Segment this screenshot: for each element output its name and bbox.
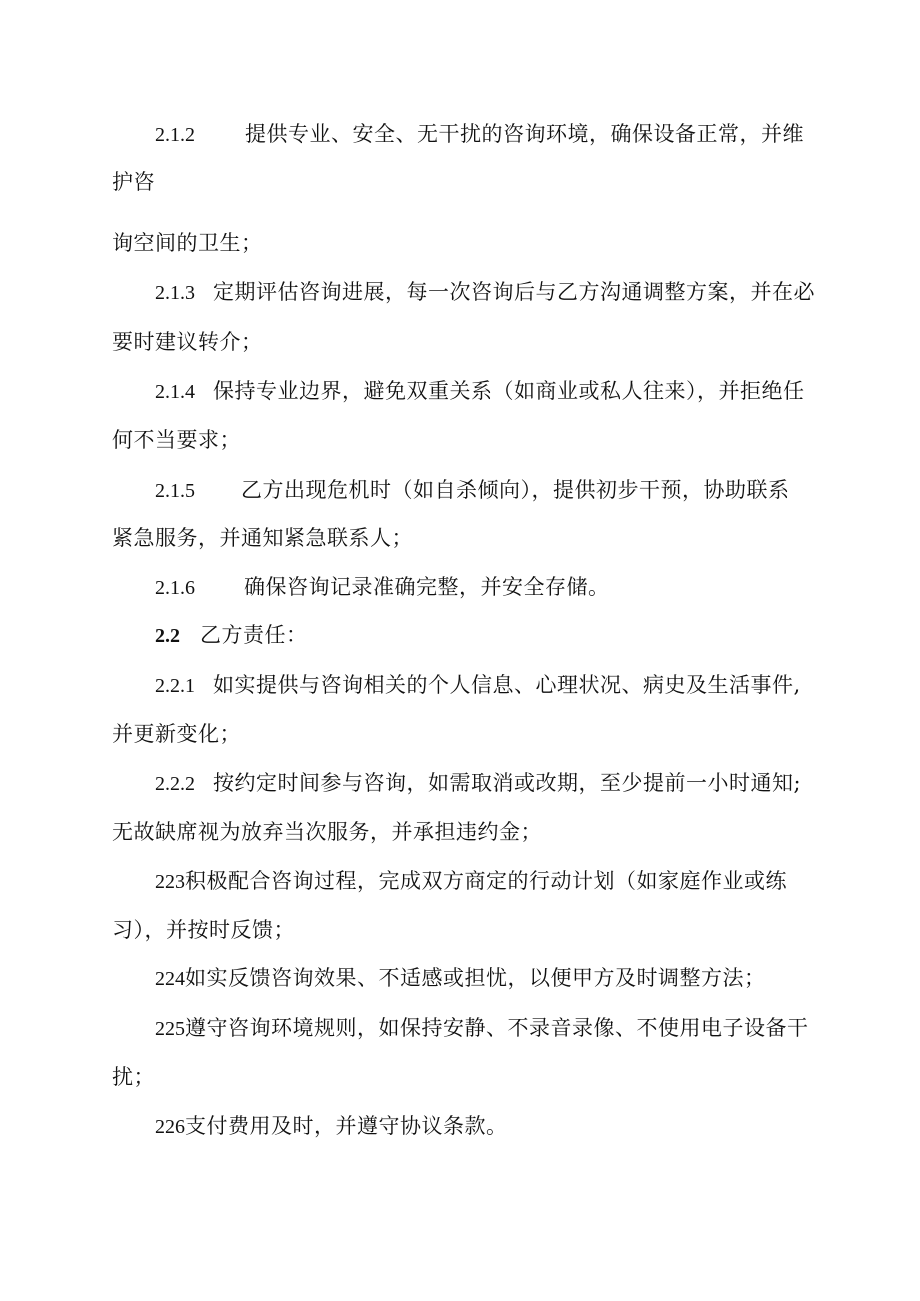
clause-continuation (112, 328, 263, 356)
clause-number: 2.1.2 (155, 124, 195, 146)
clause-text: 扰； (112, 1065, 155, 1089)
clause-text: 习），并按时反馈； (112, 918, 295, 942)
section-title: 乙方责任： (200, 623, 308, 647)
clause-continuation (112, 229, 263, 257)
clause-text: 无故缺席视为放弃当次服务，并承担违约金； (112, 820, 542, 844)
clause-2-1-3 (155, 278, 815, 307)
clause-number: 225 (155, 1018, 185, 1040)
clause-text: 护咨 (112, 170, 155, 194)
clause-224 (155, 964, 766, 993)
clause-2-1-2 (155, 120, 804, 149)
clause-text: 并更新变化； (112, 722, 241, 746)
clause-number: 2.2.1 (155, 675, 195, 697)
clause-continuation (112, 916, 295, 944)
clause-number: 224 (155, 968, 185, 990)
clause-number: 223 (155, 871, 185, 893)
clause-text: 如实提供与咨询相关的个人信息、心理状况、病史及生活事件, (213, 673, 801, 697)
section-number: 2.2 (155, 625, 180, 647)
clause-text: 询空间的卫生； (112, 231, 263, 255)
clause-text: 如实反馈咨询效果、不适感或担忧，以便甲方及时调整方法； (185, 966, 766, 990)
clause-continuation (112, 426, 241, 454)
clause-number: 2.1.6 (155, 577, 195, 599)
section-2-2 (155, 621, 308, 650)
clause-text: 提供专业、安全、无干扰的咨询环境，确保设备正常，并维 (245, 122, 804, 146)
clause-2-2-2 (155, 769, 801, 798)
clause-text: 遵守咨询环境规则，如保持安静、不录音录像、不使用电子设备干 (185, 1016, 809, 1040)
clause-2-1-4 (155, 377, 805, 406)
clause-2-1-5 (155, 476, 790, 505)
clause-text: 要时建议转介； (112, 330, 263, 354)
clause-225 (155, 1014, 809, 1043)
clause-text: 按约定时间参与咨询，如需取消或改期，至少提前一小时通知; (213, 771, 802, 795)
clause-223 (155, 867, 787, 896)
clause-text: 确保咨询记录准确完整，并安全存储。 (244, 575, 610, 599)
clause-text: 紧急服务，并通知紧急联系人； (112, 526, 413, 550)
clause-number: 2.2.2 (155, 773, 195, 795)
clause-continuation (112, 818, 542, 846)
clause-continuation (112, 524, 413, 552)
clause-text: 积极配合咨询过程，完成双方商定的行动计划（如家庭作业或练 (185, 869, 787, 893)
clause-text: 保持专业边界，避免双重关系（如商业或私人往来），并拒绝任 (213, 379, 805, 403)
clause-continuation (112, 1063, 155, 1091)
clause-number: 2.1.4 (155, 381, 195, 403)
clause-2-1-6 (155, 573, 610, 602)
clause-2-2-1 (155, 671, 801, 700)
clause-number: 2.1.3 (155, 282, 195, 304)
clause-number: 2.1.5 (155, 480, 195, 502)
clause-text: 定期评估咨询进展，每一次咨询后与乙方沟通调整方案，并在必 (213, 280, 815, 304)
clause-continuation (112, 720, 241, 748)
clause-text: 何不当要求； (112, 428, 241, 452)
clause-226 (155, 1112, 508, 1141)
clause-continuation (112, 168, 155, 196)
clause-number: 226 (155, 1116, 185, 1138)
clause-text: 支付费用及时，并遵守协议条款。 (185, 1114, 508, 1138)
clause-text: 乙方出现危机时（如自杀倾向），提供初步干预，协助联系 (241, 478, 790, 502)
